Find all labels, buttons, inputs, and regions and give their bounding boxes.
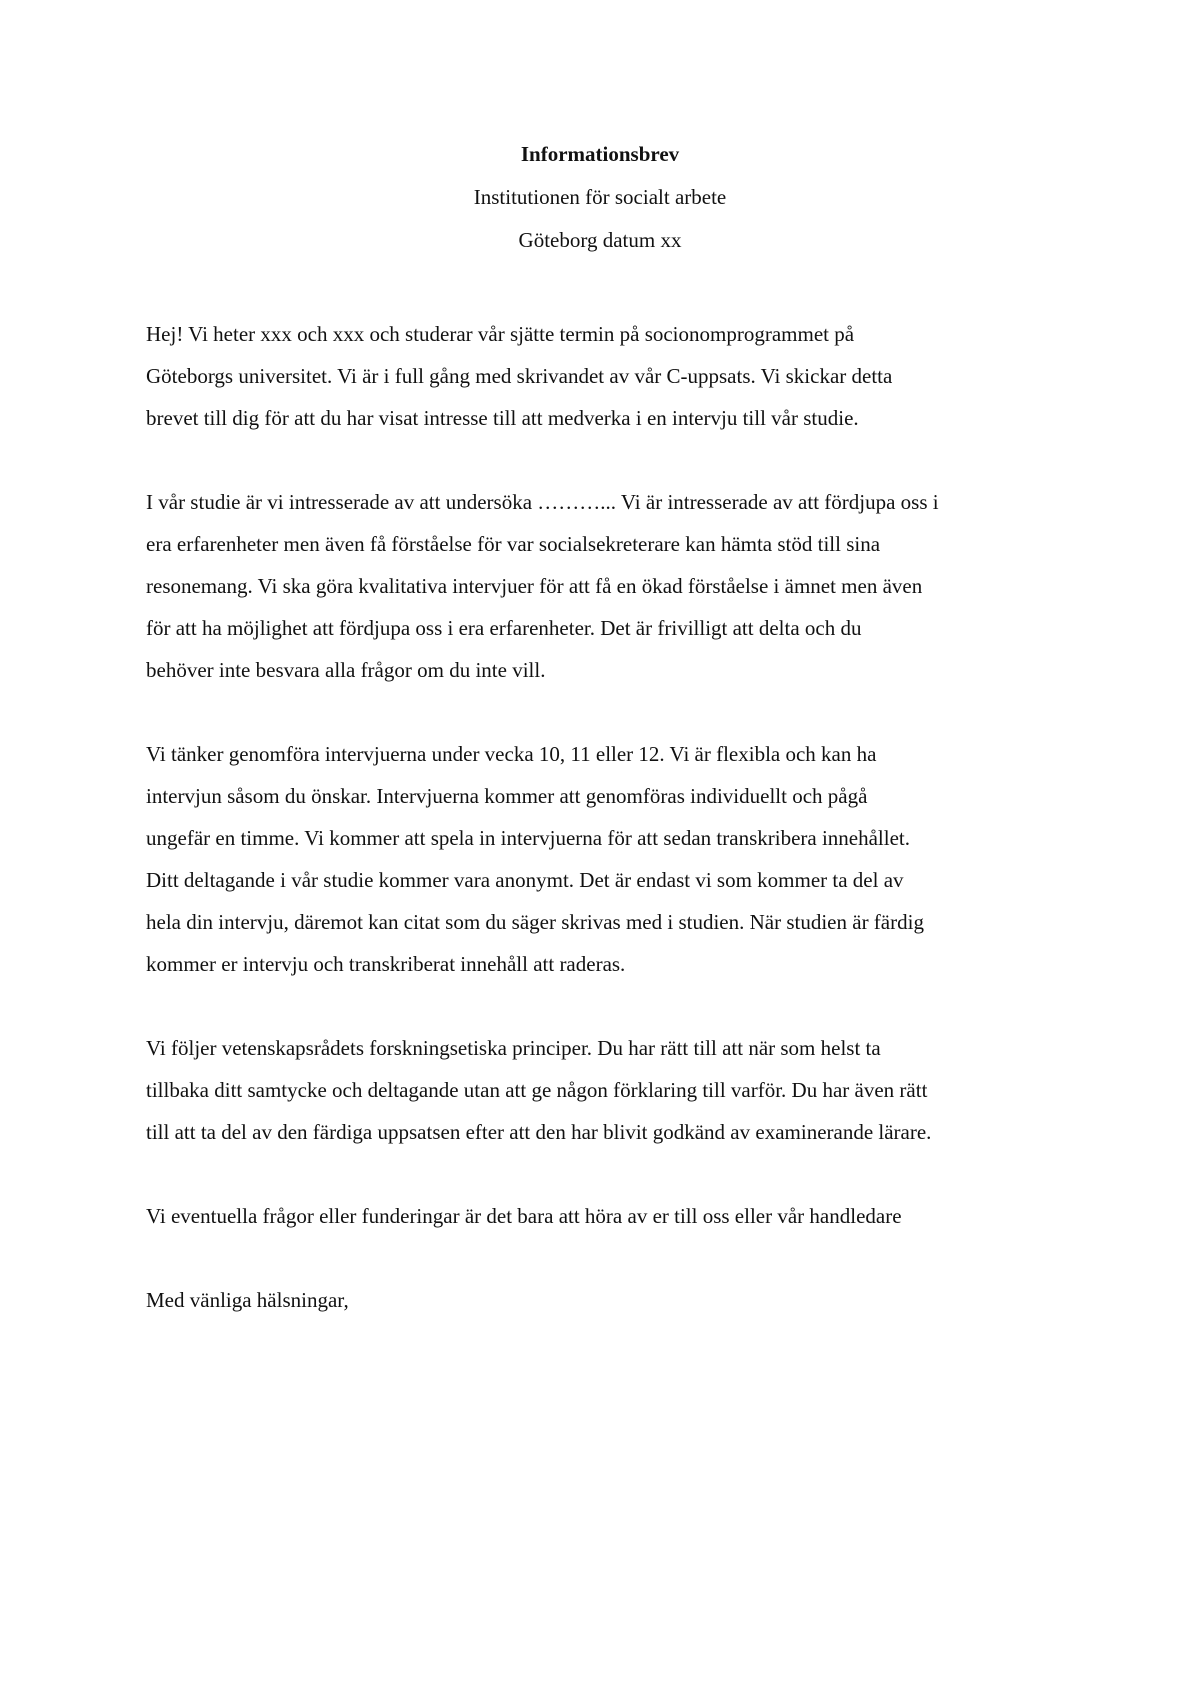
letter-body — [146, 313, 1070, 1363]
paragraph-contact — [146, 1195, 1070, 1237]
text-line: Vi tänker genomföra intervjuerna under vecka 10, 11 eller 12. Vi är flexibla och kan ha — [146, 742, 877, 766]
letter-title: Informationsbrev — [520, 142, 680, 166]
text-line: Göteborgs universitet. Vi är i full gång med skrivandet av vår C-uppsats. Vi skickar detta — [146, 364, 893, 388]
place-date: Göteborg datum xx — [518, 228, 682, 252]
text-line: ungefär en timme. Vi kommer att spela in intervjuerna för att sedan transkribera innehållet. — [146, 826, 910, 850]
text-line: för att ha möjlighet att fördjupa oss i era erfarenheter. Det är frivilligt att delta och du — [146, 616, 862, 640]
letter-header — [0, 144, 1200, 251]
text-line: hela din intervju, däremot kan citat som du säger skrivas med i studien. När studien är färdig — [146, 910, 924, 934]
paragraph-study-purpose — [146, 481, 1070, 691]
text-line: Ditt deltagande i vår studie kommer vara anonymt. Det är endast vi som kommer ta del av — [146, 868, 904, 892]
text-line: resonemang. Vi ska göra kvalitativa intervjuer för att få en ökad förståelse i ämnet men även — [146, 574, 923, 598]
text-line: behöver inte besvara alla frågor om du inte vill. — [146, 658, 546, 682]
text-line: Vi eventuella frågor eller funderingar är det bara att höra av er till oss eller vår handledare — [146, 1204, 902, 1228]
text-line: intervjun såsom du önskar. Intervjuerna kommer att genomföras individuellt och pågå — [146, 784, 868, 808]
paragraph-ethics — [146, 1027, 1070, 1153]
paragraph-greeting — [146, 313, 1070, 439]
closing-salutation: Med vänliga hälsningar, — [146, 1288, 349, 1312]
text-line: Vi följer vetenskapsrådets forskningsetiska principer. Du har rätt till att när som helst ta — [146, 1036, 881, 1060]
text-line: I vår studie är vi intresserade av att undersöka ………... Vi är intresserade av att fördjupa oss i — [146, 490, 939, 514]
text-line: era erfarenheter men även få förståelse för var socialsekreterare kan hämta stöd till sina — [146, 532, 881, 556]
text-line: Hej! Vi heter xxx och xxx och studerar vår sjätte termin på socionomprogrammet på — [146, 322, 855, 346]
department-name: Institutionen för socialt arbete — [473, 185, 727, 209]
text-line: brevet till dig för att du har visat intresse till att medverka i en intervju till vår studie. — [146, 406, 859, 430]
paragraph-closing — [146, 1279, 1070, 1321]
paragraph-interview-details — [146, 733, 1070, 985]
text-line: till att ta del av den färdiga uppsatsen efter att den har blivit godkänd av examinerande lärare. — [146, 1120, 932, 1144]
text-line: tillbaka ditt samtycke och deltagande utan att ge någon förklaring till varför. Du har även rätt — [146, 1078, 928, 1102]
text-line: kommer er intervju och transkriberat innehåll att raderas. — [146, 952, 626, 976]
